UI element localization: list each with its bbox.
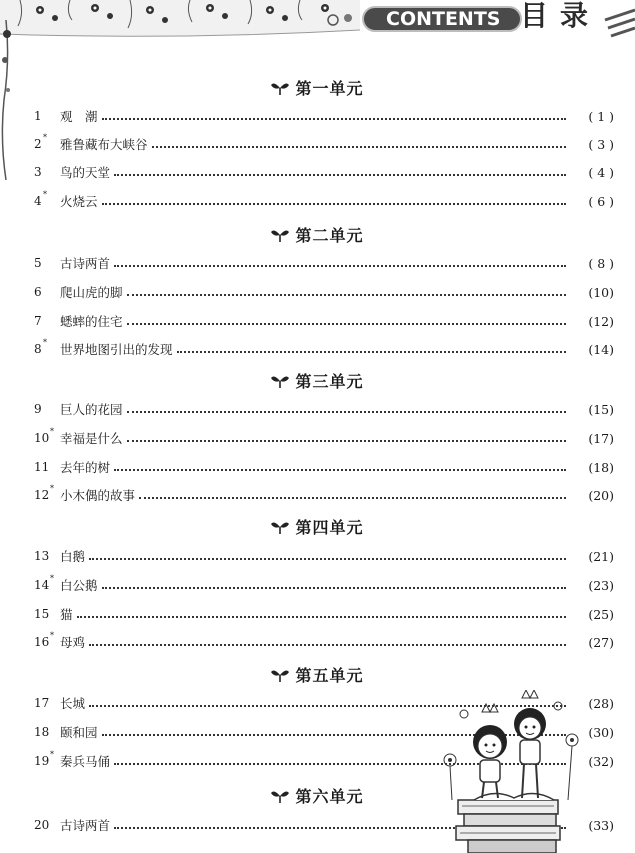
toc-entry[interactable] [34, 311, 614, 331]
lesson-number [34, 818, 60, 832]
dot-leader [152, 146, 566, 148]
lesson-number-text: 3 [34, 165, 42, 179]
toc-entry[interactable] [34, 162, 614, 182]
lesson-number-text: 18 [34, 725, 50, 739]
unit-title: 第一单元 [295, 78, 364, 98]
toc-entry[interactable] [34, 339, 614, 359]
lesson-title: 长城 [60, 696, 86, 711]
lesson-title: 猫 [60, 607, 73, 622]
page-number: (30) [588, 724, 614, 740]
sprout-icon [271, 373, 289, 387]
lesson-number-text: 15 [34, 607, 50, 621]
unit-title: 第三单元 [295, 371, 364, 391]
page-number: ( 1 ) [588, 108, 614, 124]
lesson-number-text: 16 [34, 635, 50, 649]
unit-title: 第五单元 [295, 665, 364, 685]
lesson-title: 秦兵马俑 [60, 754, 111, 769]
lesson-number [34, 402, 60, 416]
lesson-title: 母鸡 [60, 635, 86, 650]
lesson-number-text: 14 [34, 578, 50, 592]
lesson-number [34, 190, 60, 208]
lesson-number [34, 109, 60, 123]
page-number: (20) [588, 487, 614, 503]
lesson-title: 鸟的天堂 [60, 165, 111, 180]
page-number: (15) [588, 401, 614, 417]
toc-entry[interactable] [34, 457, 614, 477]
dot-leader [102, 118, 566, 120]
toc-entry[interactable] [34, 191, 614, 211]
lesson-number [34, 133, 60, 151]
lesson-title: 爬山虎的脚 [60, 285, 123, 300]
dot-leader [127, 411, 566, 413]
lesson-title: 去年的树 [60, 460, 111, 475]
lesson-number-text: 7 [34, 314, 42, 328]
contents-title: CONTENTS [386, 8, 501, 30]
lesson-number-text: 8 [34, 342, 42, 356]
unit-heading [0, 514, 635, 538]
lesson-title: 白鹅 [60, 549, 86, 564]
toc-entry[interactable] [34, 632, 614, 652]
lesson-number-text: 5 [34, 256, 42, 270]
lesson-number-text: 1 [34, 109, 42, 123]
toc-entry[interactable] [34, 106, 614, 126]
page-number: ( 4 ) [588, 164, 614, 180]
toc-entry[interactable] [34, 399, 614, 419]
lesson-number [34, 631, 60, 649]
lesson-number [34, 549, 60, 563]
optional-lesson-star: * [50, 574, 54, 583]
page-number: (25) [588, 606, 614, 622]
lesson-number [34, 725, 60, 739]
page-number: ( 3 ) [588, 136, 614, 152]
unit-title: 第四单元 [295, 517, 364, 537]
page-number: (14) [588, 341, 614, 357]
unit-title: 第六单元 [295, 786, 364, 806]
dot-leader [89, 644, 566, 646]
page-number: ( 8 ) [588, 255, 614, 271]
dot-leader [114, 174, 566, 176]
optional-lesson-star: * [43, 190, 47, 199]
sprout-icon [271, 519, 289, 533]
lesson-number [34, 285, 60, 299]
optional-lesson-star: * [50, 484, 54, 493]
lesson-number [34, 607, 60, 621]
lesson-title: 白公鹅 [60, 578, 98, 593]
dot-leader [127, 323, 566, 325]
lesson-number-text: 9 [34, 402, 42, 416]
lesson-number-text: 12 [34, 488, 50, 502]
page-number: (33) [588, 817, 614, 833]
dot-leader [114, 265, 566, 267]
lesson-number-text: 19 [34, 754, 50, 768]
optional-lesson-star: * [43, 338, 47, 347]
page-number: (23) [588, 577, 614, 593]
lesson-title: 幸福是什么 [60, 431, 123, 446]
toc-entry[interactable] [34, 575, 614, 595]
toc-entry[interactable] [34, 546, 614, 566]
kids-reading-illustration [438, 690, 588, 853]
dot-leader [102, 203, 566, 205]
page-number: (17) [588, 430, 614, 446]
lesson-number-text: 2 [34, 137, 42, 151]
lesson-title: 雅鲁藏布大峡谷 [60, 137, 148, 152]
unit-heading [0, 222, 635, 246]
dot-leader [127, 294, 566, 296]
lesson-number [34, 574, 60, 592]
dot-leader [102, 587, 566, 589]
lesson-number [34, 338, 60, 356]
unit-heading [0, 662, 635, 686]
unit-title: 第二单元 [295, 225, 364, 245]
lesson-number [34, 256, 60, 270]
page-number: (28) [588, 695, 614, 711]
toc-entry[interactable] [34, 282, 614, 302]
lesson-number-text: 4 [34, 194, 42, 208]
lesson-title: 颐和园 [60, 725, 98, 740]
unit-heading [0, 368, 635, 392]
dot-leader [77, 616, 566, 618]
optional-lesson-star: * [50, 631, 54, 640]
lesson-number [34, 314, 60, 328]
page-number: (10) [588, 284, 614, 300]
lesson-title: 古诗两首 [60, 256, 111, 271]
lesson-number-text: 20 [34, 818, 50, 832]
lesson-number-text: 17 [34, 696, 50, 710]
lesson-number [34, 165, 60, 179]
lesson-number [34, 750, 60, 768]
lesson-number [34, 427, 60, 445]
toc-entry[interactable] [34, 253, 614, 273]
lesson-number-text: 10 [34, 431, 50, 445]
lesson-title: 观 潮 [60, 109, 98, 124]
lesson-number-text: 11 [34, 460, 50, 474]
lesson-title: 火烧云 [60, 194, 98, 209]
dot-leader [127, 440, 566, 442]
dot-leader [89, 558, 566, 560]
page-number: (18) [588, 459, 614, 475]
page-number: (21) [588, 548, 614, 564]
optional-lesson-star: * [43, 133, 47, 142]
toc-entry[interactable] [34, 485, 614, 505]
mulu-title: 目录 [520, 0, 601, 32]
optional-lesson-star: * [50, 750, 54, 759]
dot-leader [139, 497, 566, 499]
lesson-title: 古诗两首 [60, 818, 111, 833]
toc-entry[interactable] [34, 604, 614, 624]
sprout-icon [271, 227, 289, 241]
lesson-title: 小木偶的故事 [60, 488, 136, 503]
lesson-number-text: 6 [34, 285, 42, 299]
lesson-number [34, 460, 60, 474]
toc-entry[interactable] [34, 428, 614, 448]
lesson-title: 蟋蟀的住宅 [60, 314, 123, 329]
lesson-number-text: 13 [34, 549, 50, 563]
lesson-number [34, 484, 60, 502]
sprout-icon [271, 80, 289, 94]
sprout-icon [271, 667, 289, 681]
page-number: ( 6 ) [588, 193, 614, 209]
page-number: (32) [588, 753, 614, 769]
toc-entry[interactable] [34, 134, 614, 154]
dot-leader [177, 351, 566, 353]
lesson-title: 世界地图引出的发现 [60, 342, 173, 357]
page-number: (12) [588, 313, 614, 329]
lesson-number [34, 696, 60, 710]
lesson-title: 巨人的花园 [60, 402, 123, 417]
sprout-icon [271, 788, 289, 802]
unit-heading [0, 75, 635, 99]
page-number: (27) [588, 634, 614, 650]
dot-leader [114, 469, 566, 471]
optional-lesson-star: * [50, 427, 54, 436]
